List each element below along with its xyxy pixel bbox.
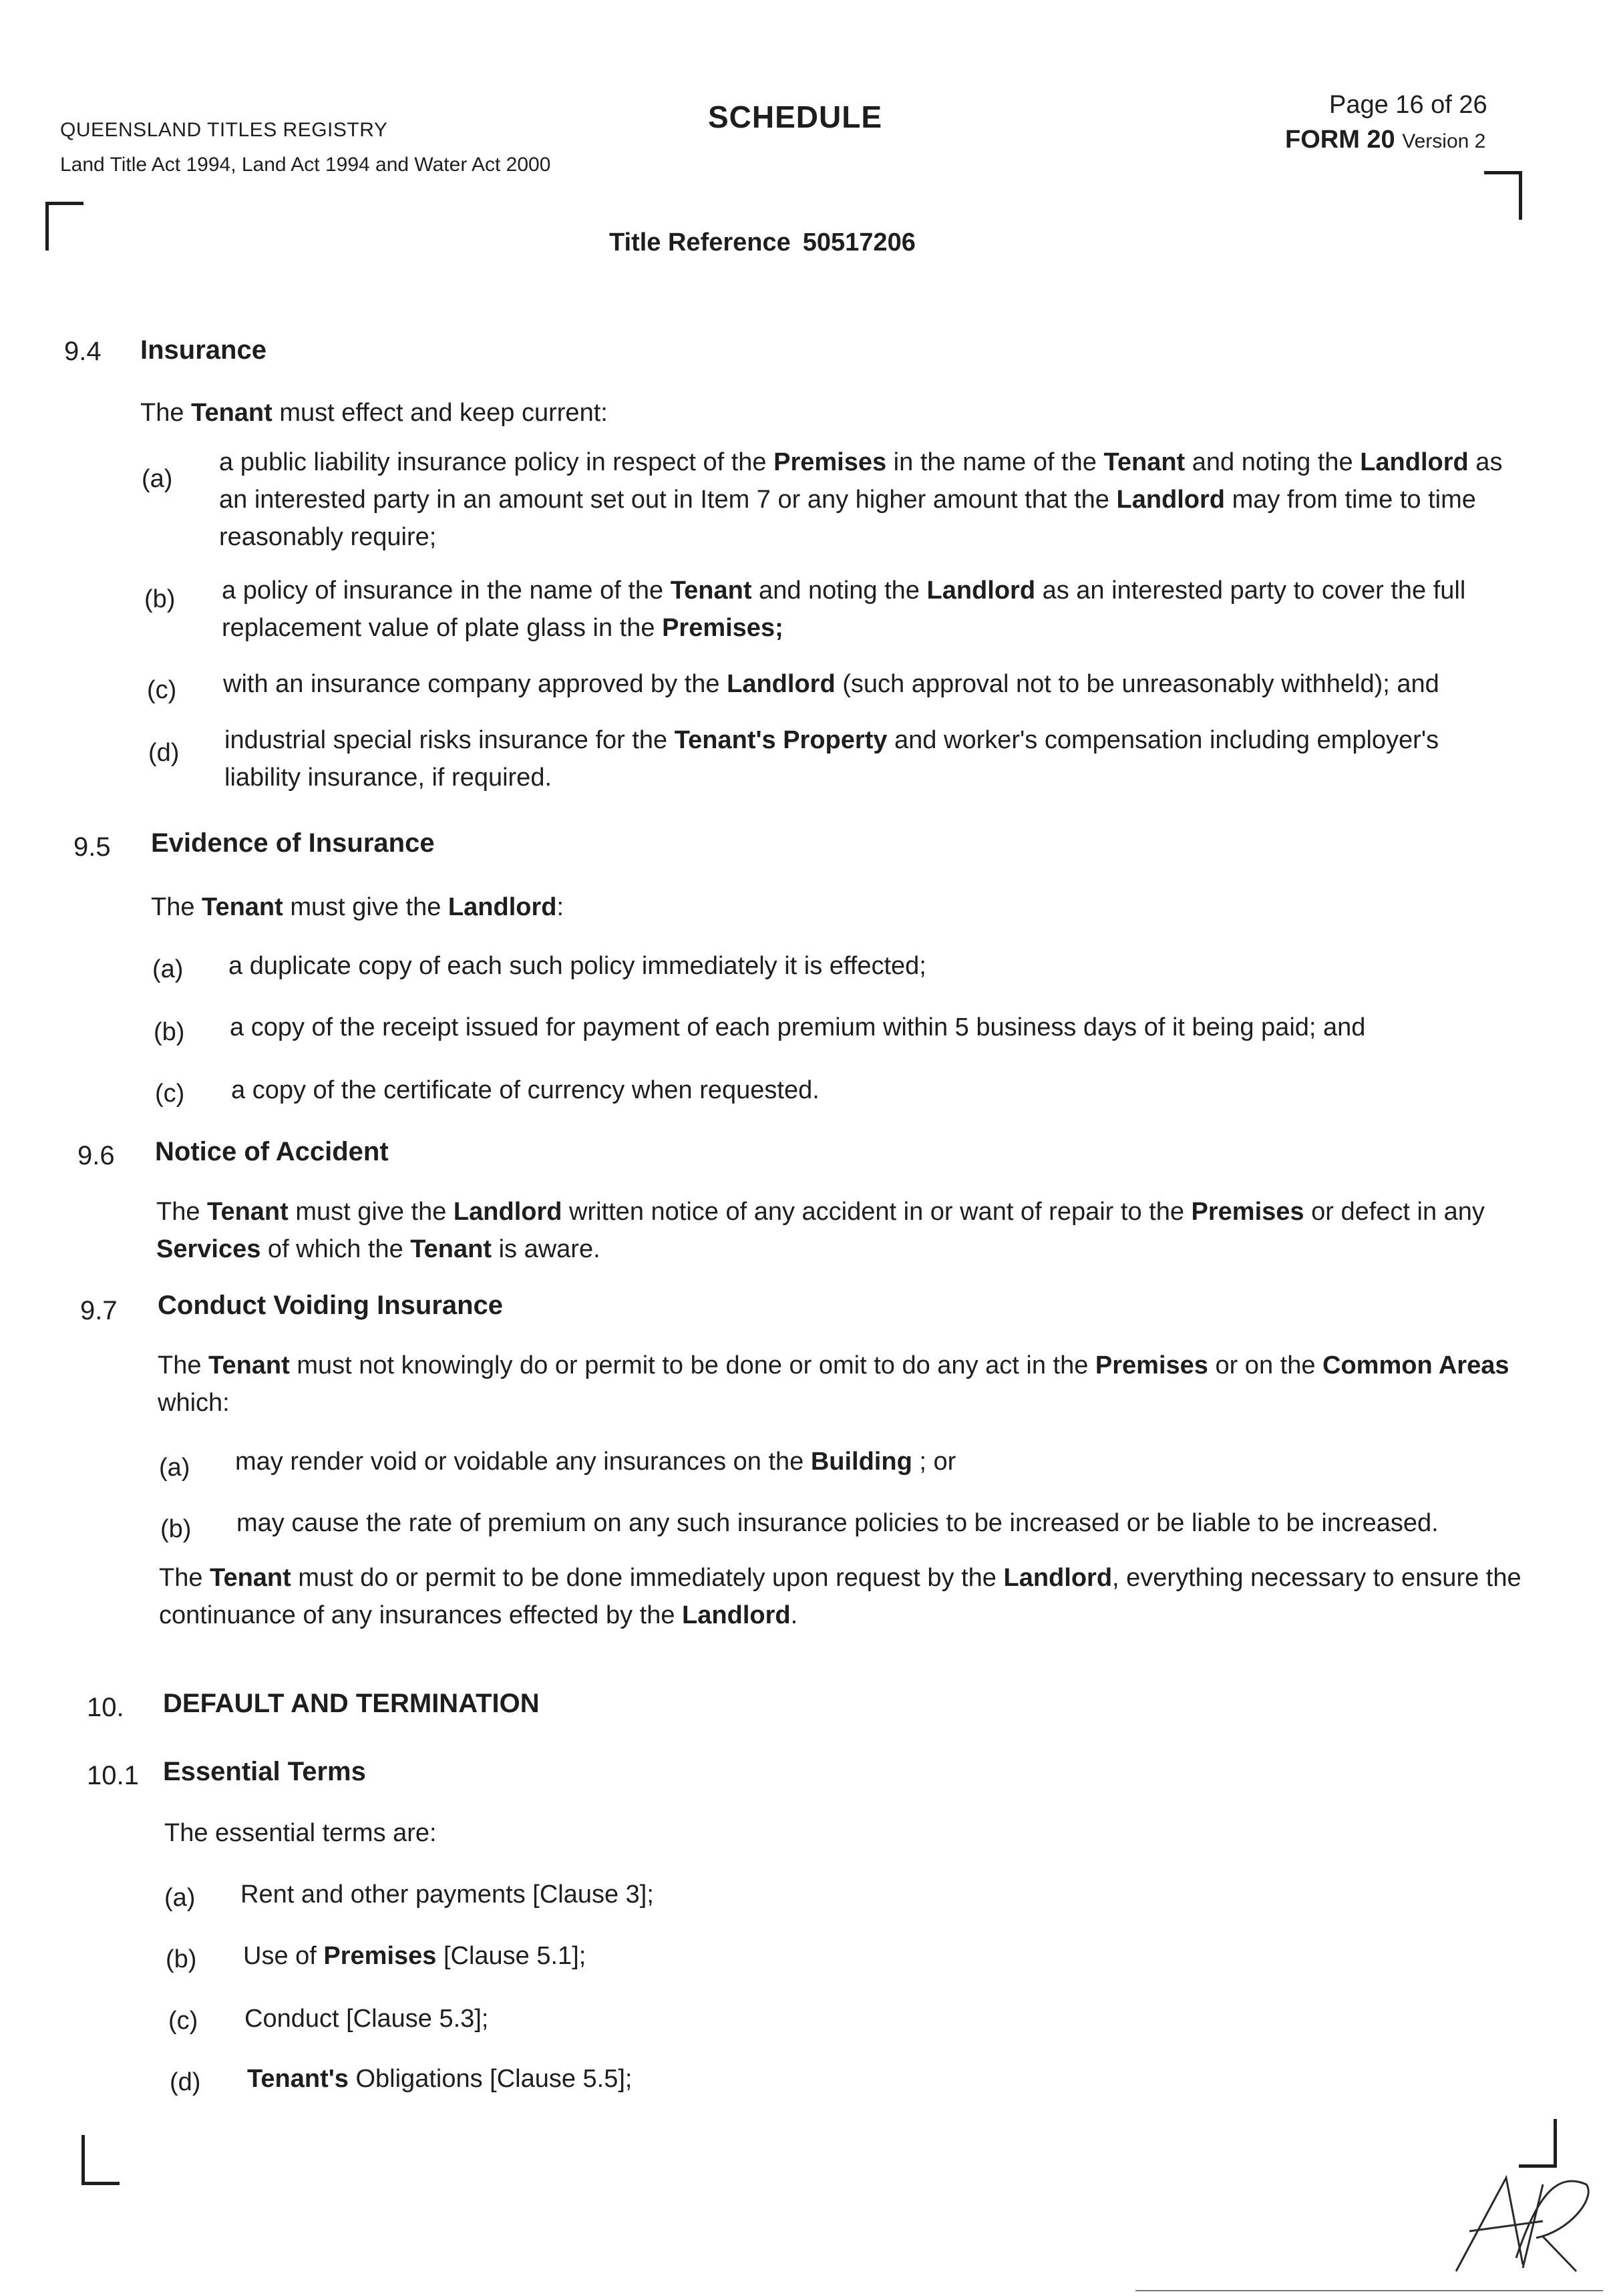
text-run: The essential terms are: <box>164 1819 437 1847</box>
item-label: (c) <box>155 1080 185 1108</box>
section-title: Notice of Accident <box>155 1137 389 1166</box>
section-intro <box>140 394 1503 432</box>
corner-mark-top-left <box>45 202 83 251</box>
text-run: Obligations [Clause 5.5]; <box>348 2065 633 2093</box>
defined-term: Landlord <box>926 577 1036 605</box>
item-label: (a) <box>164 1884 196 1912</box>
text-run: The <box>159 1564 210 1592</box>
defined-term: Premises; <box>662 614 783 642</box>
text-run: : <box>556 893 564 921</box>
text-run: and worker's compensation including employer's liability insurance, if required. <box>224 726 1439 792</box>
form-label: FORM 20 <box>1285 126 1395 154</box>
item-label: (c) <box>168 2007 198 2035</box>
defined-term: Premises <box>773 448 887 476</box>
section-number: 9.5 <box>73 832 111 862</box>
text-run: as an interested party in an amount set out in Item 7 or any higher amount that the <box>219 448 1503 514</box>
text-run: Conduct [Clause 5.3]; <box>244 2005 489 2033</box>
item-text <box>222 572 1508 647</box>
text-run: or on the <box>1208 1351 1323 1379</box>
section-closing <box>159 1559 1522 1634</box>
text-run: The <box>156 1198 208 1226</box>
text-run: ; or <box>912 1448 956 1476</box>
text-run: a public liability insurance policy in respect of the <box>219 448 774 476</box>
text-run: The <box>140 399 192 427</box>
defined-term: Tenant <box>410 1235 492 1263</box>
title-ref-label: Title Reference <box>609 228 791 257</box>
item-text <box>236 1504 1512 1542</box>
text-run: written notice of any accident in or want of repair to the <box>562 1198 1192 1226</box>
section-title: Essential Terms <box>163 1757 366 1786</box>
item-text <box>228 947 1508 985</box>
defined-term: Premises <box>323 1942 437 1970</box>
item-label: (a) <box>159 1454 190 1482</box>
item-text <box>244 2000 1513 2037</box>
defined-term: Tenant's <box>247 2065 349 2093</box>
registry-name: QUEENSLAND TITLES REGISTRY <box>60 119 388 141</box>
title-ref-number: 50517206 <box>802 228 916 257</box>
defined-term: Tenant's Property <box>674 726 888 754</box>
text-run: (such approval not to be unreasonably withheld); and <box>835 670 1439 698</box>
form-version <box>1285 126 1485 154</box>
text-run: as an interested party to cover the full replacement value of plate glass in the <box>222 577 1466 642</box>
defined-term: Tenant <box>670 577 752 605</box>
section-number: 10. <box>87 1693 124 1722</box>
defined-term: Common Areas <box>1322 1351 1509 1379</box>
section-title: Evidence of Insurance <box>151 828 435 858</box>
text-run: a copy of the certificate of currency when requested. <box>231 1076 820 1104</box>
defined-term: Premises <box>1191 1198 1304 1226</box>
section-number: 10.1 <box>87 1761 139 1790</box>
section-number: 9.6 <box>77 1141 115 1170</box>
defined-term: Landlord <box>682 1601 791 1629</box>
text-run: , everything necessary to ensure the continuance of any insurances effected by the <box>159 1564 1522 1629</box>
item-label: (b) <box>154 1018 185 1046</box>
corner-mark-bottom-left <box>81 2135 120 2185</box>
text-run: is aware. <box>492 1235 600 1263</box>
initials-signature <box>1443 2158 1596 2278</box>
defined-term: Tenant <box>202 893 283 921</box>
item-text <box>235 1443 1511 1480</box>
item-label: (c) <box>147 676 177 704</box>
text-run: must give the <box>283 893 448 921</box>
acts-line: Land Title Act 1994, Land Act 1994 and Water Act 2000 <box>60 154 551 176</box>
item-label: (b) <box>160 1515 192 1543</box>
text-run: [Clause 5.1]; <box>436 1942 586 1970</box>
title-reference <box>609 228 916 257</box>
section-intro <box>164 1814 1500 1852</box>
defined-term: Landlord <box>1116 486 1226 514</box>
item-text <box>219 444 1508 556</box>
text-run: a copy of the receipt issued for payment of each premium within 5 business days of it being paid; and <box>230 1013 1366 1041</box>
section-title: Conduct Voiding Insurance <box>158 1291 504 1320</box>
text-run: The <box>158 1351 209 1379</box>
defined-term: Premises <box>1095 1351 1208 1379</box>
text-run: which: <box>158 1389 230 1417</box>
defined-term: Landlord <box>453 1198 562 1226</box>
item-label: (d) <box>148 739 180 767</box>
item-label: (b) <box>144 585 176 613</box>
text-run: must not knowingly do or permit to be done or omit to do any act in the <box>289 1351 1095 1379</box>
text-run: The <box>151 893 202 921</box>
section-intro <box>156 1193 1519 1268</box>
text-run: a policy of insurance in the name of the <box>222 577 671 605</box>
text-run: industrial special risks insurance for the <box>224 726 675 754</box>
text-run: and noting the <box>751 577 927 605</box>
text-run: may cause the rate of premium on any such insurance policies to be increased or be liable to be increased. <box>236 1509 1439 1537</box>
defined-term: Tenant <box>207 1198 289 1226</box>
item-label: (d) <box>170 2068 201 2096</box>
text-run: Use of <box>243 1942 324 1970</box>
item-text <box>247 2060 1516 2098</box>
defined-term: Landlord <box>727 670 836 698</box>
text-run: or defect in any <box>1304 1198 1485 1226</box>
section-title: Insurance <box>140 335 266 365</box>
text-run: in the name of the <box>886 448 1104 476</box>
section-intro <box>151 888 1507 926</box>
item-text <box>223 665 1509 703</box>
corner-mark-top-right <box>1484 171 1522 220</box>
defined-term: Landlord <box>448 893 557 921</box>
page-number: Page 16 of 26 <box>1329 91 1487 119</box>
item-label: (b) <box>166 1945 197 1973</box>
text-run: must effect and keep current: <box>272 399 608 427</box>
section-number: 9.4 <box>64 337 102 366</box>
item-label: (a) <box>152 955 184 983</box>
text-run: may render void or voidable any insurances on the <box>235 1448 811 1476</box>
text-run: . <box>790 1601 798 1629</box>
section-number: 9.7 <box>80 1296 118 1325</box>
section-intro <box>158 1347 1520 1422</box>
text-run: Rent and other payments [Clause 3]; <box>240 1880 654 1909</box>
item-text <box>231 1072 1509 1109</box>
defined-term: Building <box>810 1448 912 1476</box>
schedule-heading: SCHEDULE <box>708 100 883 134</box>
text-run: with an insurance company approved by the <box>223 670 727 698</box>
defined-term: Landlord <box>1360 448 1469 476</box>
text-run: must give the <box>288 1198 454 1226</box>
item-text <box>224 721 1509 796</box>
text-run: must do or permit to be done immediately upon request by the <box>291 1564 1004 1592</box>
item-text <box>240 1876 1509 1913</box>
version-label: Version 2 <box>1402 130 1486 152</box>
defined-term: Tenant <box>1103 448 1186 476</box>
item-text <box>230 1009 1509 1046</box>
text-run: and noting the <box>1185 448 1361 476</box>
section-title: DEFAULT AND TERMINATION <box>163 1689 540 1718</box>
item-text <box>243 1937 1512 1975</box>
text-run: may from time to time reasonably require; <box>219 486 1476 551</box>
item-label: (a) <box>142 465 173 493</box>
defined-term: Services <box>156 1235 261 1263</box>
text-run: of which the <box>260 1235 411 1263</box>
defined-term: Tenant <box>210 1564 291 1592</box>
defined-term: Landlord <box>1003 1564 1113 1592</box>
defined-term: Tenant <box>208 1351 290 1379</box>
defined-term: Tenant <box>191 399 273 427</box>
footer-rule <box>1135 2290 1603 2291</box>
text-run: a duplicate copy of each such policy immediately it is effected; <box>228 952 926 980</box>
